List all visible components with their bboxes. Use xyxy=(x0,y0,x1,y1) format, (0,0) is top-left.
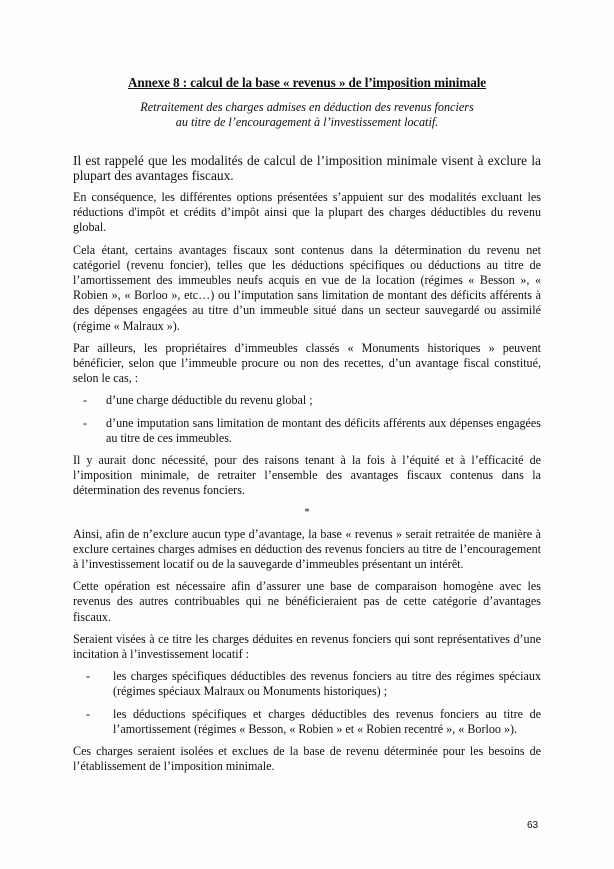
paragraph: Il y aurait donc nécessité, pour des raisons tenant à la fois à l’équité et à l’efficacité de l’imposition minimale, de retraiter l’ensemble des avantages fiscaux contenus dans la détermination des revenus fonciers. xyxy=(73,453,541,498)
list-item xyxy=(73,416,541,446)
document-body xyxy=(73,153,541,782)
paragraph: Par ailleurs, les propriétaires d’immeubles classés « Monuments historiques » peuvent bénéficier, selon que l’immeuble procure ou non des recettes, d’un avantage fiscal constitué, selon le cas, : xyxy=(73,340,541,386)
paragraph: Ainsi, afin de n’exclure aucun type d’avantage, la base « revenus » serait retraitée de manière à exclure certaines charges admises en déduction des revenus fonciers au titre de l’encouragement à l’investissement locatif ou de la sauvegarde d’immeubles présentant un intérêt. xyxy=(73,526,541,572)
list-item-text: les charges spécifiques déductibles des revenus fonciers au titre des régimes spéciaux (régimes spéciaux Malraux ou Monuments historiques) ; xyxy=(113,669,541,699)
bullet-dash: - xyxy=(86,706,91,721)
subtitle-line-2: au titre de l’encouragement à l’investissement locatif. xyxy=(175,115,439,129)
paragraph: En conséquence, les différentes options présentées s’appuient sur des modalités excluant les réductions d'impôt et crédits d’impôt ainsi que la plupart des charges déductibles du revenu global. xyxy=(73,190,541,235)
paragraph: Cela étant, certains avantages fiscaux sont contenus dans la détermination du revenu net catégoriel (revenu foncier), telles que les déductions spécifiques ou déductions au titre de l’amortissement des immeubles neufs acquis en vue de la location (régimes « Besson », « Robien », « Borloo », etc…) ou l’imputation sans limitation de montant des déficits afférents à des dépenses engagées au titre d’un immeuble situé dans un secteur sauvegardé ou assimilé (régime « Malraux »). xyxy=(73,242,541,333)
list-item xyxy=(73,707,541,737)
list-item xyxy=(73,393,541,408)
bullet-list-monuments xyxy=(73,393,541,446)
bullet-list-charges xyxy=(73,669,541,737)
page-number: 63 xyxy=(527,820,539,831)
bullet-dash: - xyxy=(86,669,91,684)
section-separator: * xyxy=(304,506,310,518)
paragraph: Il est rappelé que les modalités de calcul de l’imposition minimale visent à exclure la plupart des avantages fiscaux. xyxy=(73,153,541,183)
subtitle-line-1: Retraitement des charges admises en déduction des revenus fonciers xyxy=(140,100,474,114)
bullet-dash: - xyxy=(83,393,88,408)
annex-title: Annexe 8 : calcul de la base « revenus » de l’imposition minimale xyxy=(127,75,487,90)
list-item-text: les déductions spécifiques et charges déductibles des revenus fonciers au titre de l’amortissement (régimes « Besson, « Robien » et « Robien recentré », « Borloo »). xyxy=(113,706,541,736)
paragraph: Ces charges seraient isolées et exclues de la base de revenu déterminée pour les besoins de l’établissement de l’imposition minimale. xyxy=(73,744,541,774)
bullet-dash: - xyxy=(83,415,88,430)
paragraph: Cette opération est nécessaire afin d’assurer une base de comparaison homogène avec les revenus des autres contribuables qui ne bénéficieraient pas de cette catégorie d’avantages fiscaux. xyxy=(73,579,541,624)
list-item-text: d’une charge déductible du revenu global ; xyxy=(106,393,313,408)
annex-subtitle xyxy=(0,100,614,130)
list-item xyxy=(73,669,541,699)
paragraph: Seraient visées à ce titre les charges déduites en revenus fonciers qui sont représentatives d’une incitation à l’investissement locatif : xyxy=(73,631,541,662)
list-item-text: d’une imputation sans limitation de montant des déficits afférents aux dépenses engagées au titre de ces immeubles. xyxy=(106,415,541,445)
